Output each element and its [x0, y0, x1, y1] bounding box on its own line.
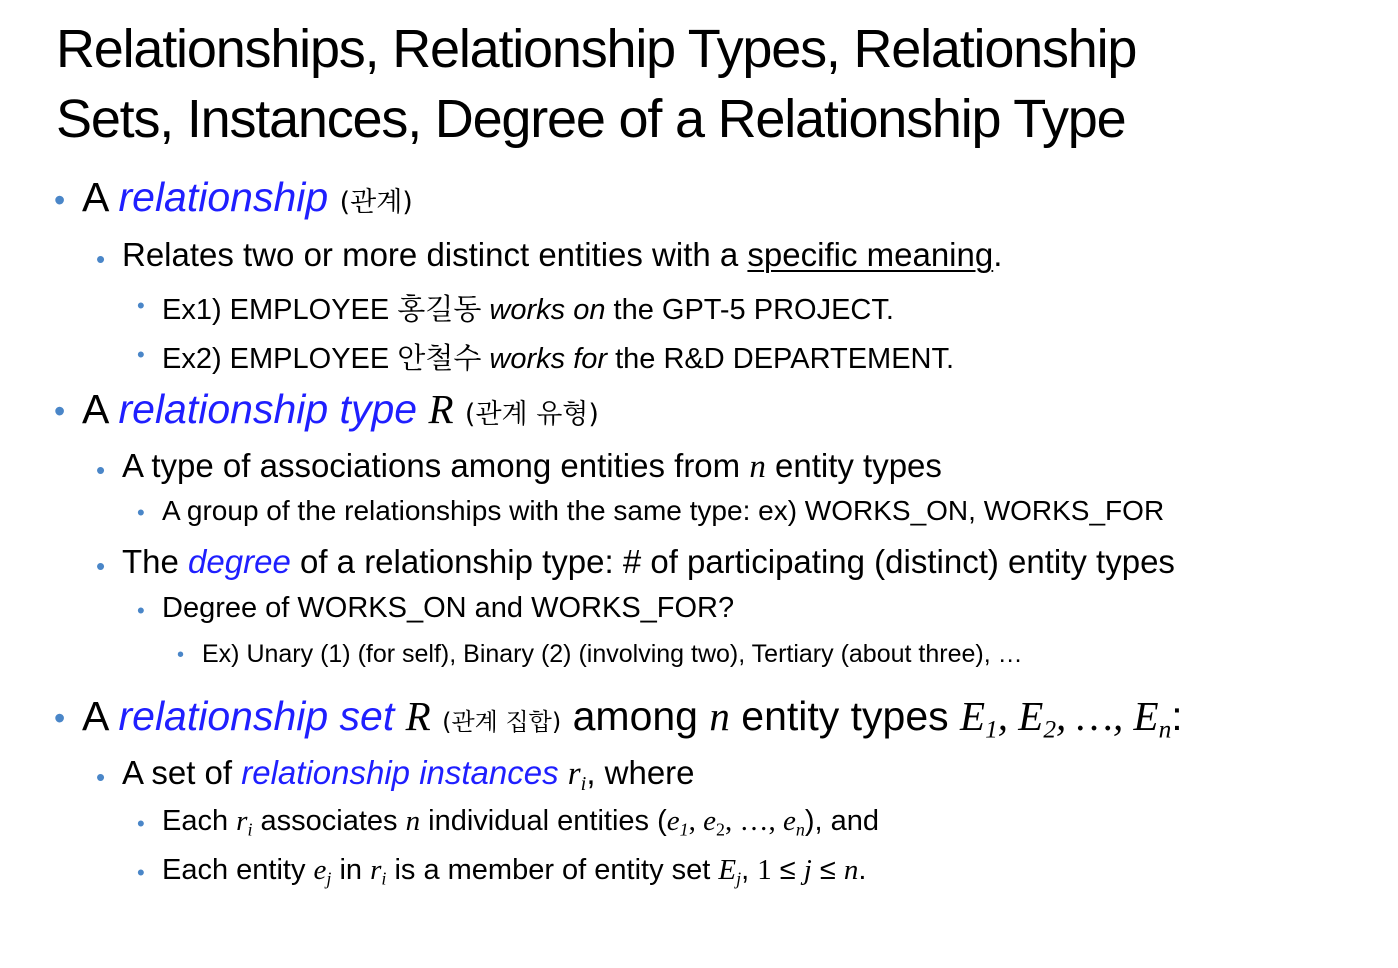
- bullet-degree: The degree of a relationship type: # of participating (distinct) entity types: [122, 543, 1175, 580]
- example-1: Ex1) EMPLOYEE 홍길동 works on the GPT-5 PROJECT.: [162, 294, 894, 326]
- korean-label: (관계): [339, 187, 413, 218]
- bullet-dot: •: [96, 244, 106, 274]
- term-relationship-type: relationship type: [118, 386, 418, 432]
- bullet-type-of-associations: A type of associations among entities from n entity types: [122, 447, 942, 485]
- bullet-relationship-type: A relationship type R (관계 유형): [82, 386, 599, 432]
- slide-title: [56, 14, 1356, 154]
- bullet-relationship: A relationship (관계): [82, 174, 413, 220]
- bullet-dot: •: [137, 811, 145, 836]
- term-relationship: relationship: [118, 174, 329, 220]
- example-2: Ex2) EMPLOYEE 안철수 works for the R&D DEPARTEMENT.: [162, 343, 955, 375]
- symbol-R: R: [405, 693, 431, 739]
- bullet-dot: •: [177, 644, 185, 666]
- bullet-each-entity: Each entity $e_j$ in $r_i$ is a member of entity set $E_j$, 1 ≤ j ≤ n.: [162, 854, 867, 889]
- bullet-degree-question: Degree of WORKS_ON and WORKS_FOR?: [162, 592, 735, 624]
- bullet-dot: •: [137, 293, 145, 318]
- bullet-dot: •: [137, 500, 145, 525]
- bullet-dot: •: [54, 393, 66, 429]
- symbol-R: R: [428, 386, 454, 432]
- term-relationship-instances: relationship instances: [241, 754, 559, 791]
- bullet-dot: •: [54, 182, 66, 218]
- bullet-dot: •: [137, 598, 145, 623]
- bullet-dot: •: [96, 455, 106, 485]
- bullet-relates: Relates two or more distinct entities with a specific meaning.: [122, 236, 1003, 273]
- underlined-phrase: specific meaning: [747, 236, 994, 273]
- entity-types-formula: $E_1$, $E_2$, …, $E_n$: [960, 693, 1172, 744]
- bullet-relationship-set: A relationship set R (관계 집합) among n entity types $E_1$, $E_2$, …, $E_n$:: [82, 693, 1183, 744]
- bullet-group-of-relationships: A group of the relationships with the same type: ex) WORKS_ON, WORKS_FOR: [162, 495, 1165, 526]
- bullet-dot: •: [96, 551, 106, 581]
- korean-label: (관계 집합): [442, 708, 562, 736]
- bullet-each-associates: Each $r_i$ associates n individual entities ($e_1$, $e_2$, …, $e_n$), and: [162, 805, 879, 840]
- bullet-dot: •: [137, 342, 145, 367]
- term-degree: degree: [188, 543, 291, 580]
- bullet-dot: •: [137, 860, 145, 885]
- term-relationship-set: relationship set: [118, 693, 395, 739]
- bullet-dot: •: [54, 700, 66, 736]
- korean-label: (관계 유형): [464, 399, 599, 430]
- bullet-dot: •: [96, 762, 106, 792]
- bullet-set-of-instances: A set of relationship instances $r_i$, where: [122, 754, 695, 796]
- bullet-degree-examples: Ex) Unary (1) (for self), Binary (2) (involving two), Tertiary (about three), …: [202, 640, 1023, 668]
- title-line-2: Sets, Instances, Degree of a Relationship Type: [56, 89, 1126, 149]
- title-line-1: Relationships, Relationship Types, Relationship: [56, 19, 1137, 79]
